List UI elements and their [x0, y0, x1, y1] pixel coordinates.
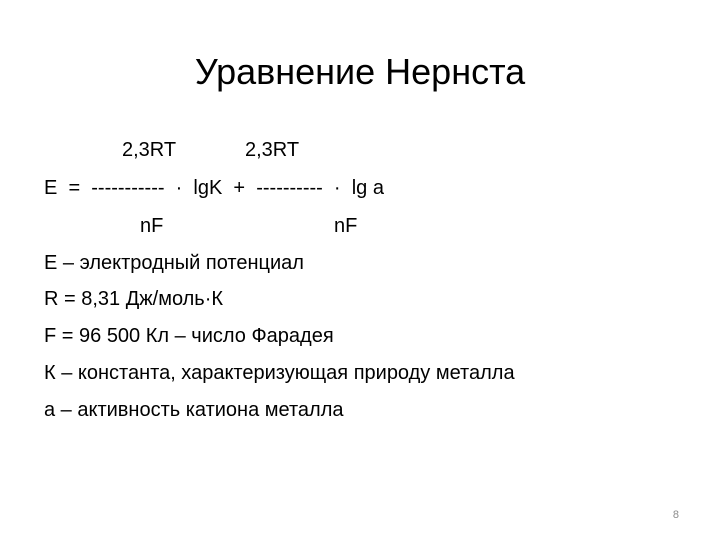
formula-numerator-2: 2,3RT — [245, 139, 300, 161]
definition-faraday: F = 96 500 Кл – число Фарадея — [44, 325, 334, 347]
definition-constant: К – константа, характеризующая природу металла — [44, 362, 515, 384]
formula-numerator-1: 2,3RT — [122, 139, 177, 161]
definition-potential: E – электродный потенциал — [44, 252, 304, 274]
formula-denominator-2: nF — [334, 215, 358, 237]
page-number: 8 — [672, 509, 679, 521]
formula-main-line: E = ----------- · lgK + ---------- · lg a — [44, 177, 384, 199]
definition-gas-constant: R = 8,31 Дж/моль·К — [44, 288, 224, 310]
slide-title: Уравнение Нернста — [194, 51, 526, 92]
definition-activity: a – активность катиона металла — [44, 399, 344, 421]
formula-denominator-1: nF — [140, 215, 164, 237]
